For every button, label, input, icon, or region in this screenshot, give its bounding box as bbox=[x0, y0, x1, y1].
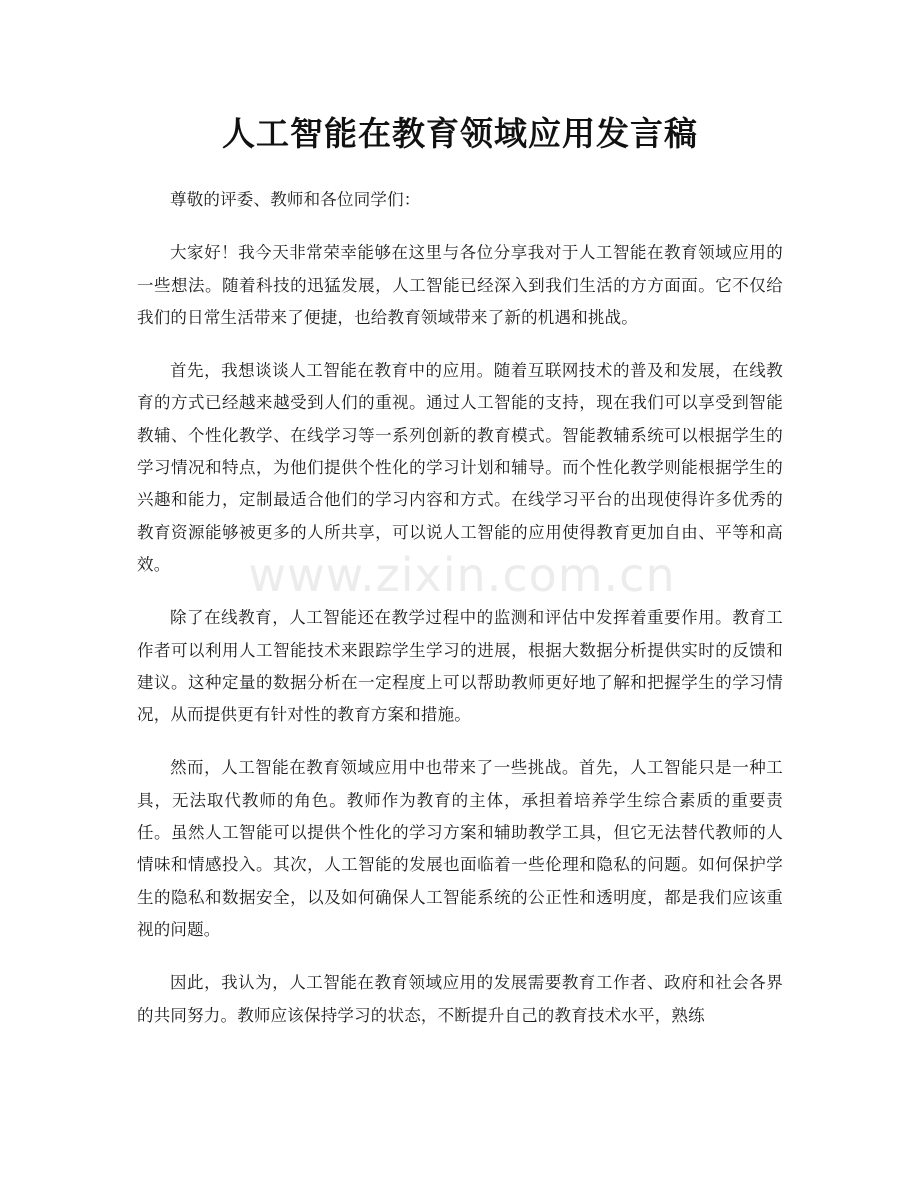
salutation: 尊敬的评委、教师和各位同学们： bbox=[170, 190, 421, 209]
paragraph-challenges: 然而，人工智能在教育领域应用中也带来了一些挑战。首先，人工智能只是一种工具，无法取代教师的角色。教师作为教育的主体，承担着培养学生综合素质的重要责任。虽然人工智能可以提供个性化的学习方案和辅助教学工具，但它无法替代教师的人情味和情感投入。其次，人工智能的发展也面临着一些伦理和隐私的问题。如何保护学生的隐私和数据安全，以及如何确保人工智能系统的公正性和透明度，都是我们应该重视的问题。 bbox=[137, 758, 783, 939]
paragraph-intro: 大家好！我今天非常荣幸能够在这里与各位分享我对于人工智能在教育领域应用的一些想法。随着科技的迅猛发展，人工智能已经深入到我们生活的方方面面。它不仅给我们的日常生活带来了便捷，也给教育领域带来了新的机遇和挑战。 bbox=[137, 243, 783, 327]
paragraph-conclusion: 因此，我认为，人工智能在教育领域应用的发展需要教育工作者、政府和社会各界的共同努力。教师应该保持学习的状态，不断提升自己的教育技术水平，熟练 bbox=[137, 973, 783, 1025]
watermark: www.zixin.com.cn bbox=[248, 548, 676, 602]
paragraph-applications: 首先，我想谈谈人工智能在教育中的应用。随着互联网技术的普及和发展，在线教育的方式已经越来越受到人们的重视。通过人工智能的支持，现在我们可以享受到智能教辅、个性化教学、在线学习等一系列创新的教育模式。智能教辅系统可以根据学生的学习情况和特点，为他们提供个性化的学习计划和辅导。而个性化教学则能根据学生的兴趣和能力，定制最适合他们的学习内容和方式。在线学习平台的出现使得许多优秀的教育资源能够被更多的人所共享，可以说人工智能的应用使得教育更加自由、平等和高效。 bbox=[137, 361, 783, 574]
document-body bbox=[137, 184, 783, 1053]
paragraph-assessment: 除了在线教育，人工智能还在教学过程中的监测和评估中发挥着重要作用。教育工作者可以利用人工智能技术来跟踪学生学习的进展，根据大数据分析提供实时的反馈和建议。这种定量的数据分析在一定程度上可以帮助教师更好地了解和把握学生的学习情况，从而提供更有针对性的教育方案和措施。 bbox=[137, 608, 783, 725]
page-title: 人工智能在教育领域应用发言稿 bbox=[222, 114, 698, 153]
